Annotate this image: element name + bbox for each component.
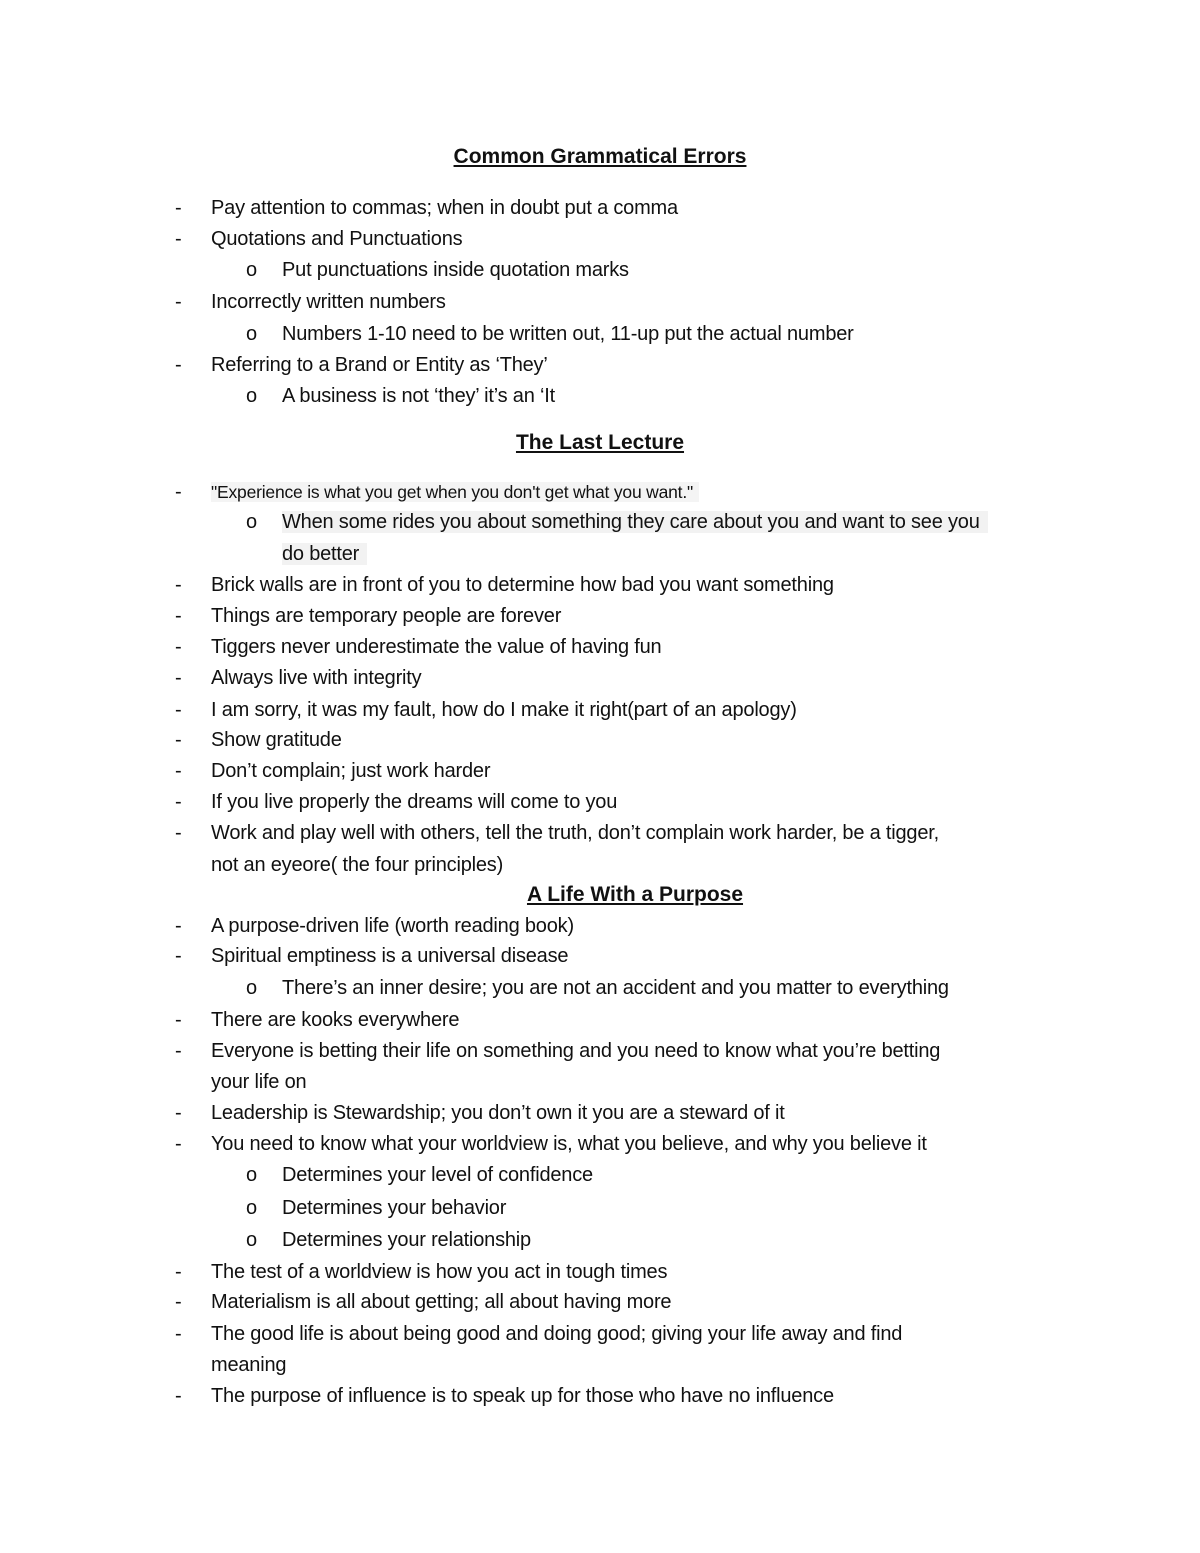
list-item-continuation: not an eyeore( the four principles)	[211, 854, 504, 876]
dash-marker: -	[175, 1261, 182, 1283]
sub-bullet-marker: o	[246, 977, 258, 999]
list-item-continuation: meaning	[211, 1354, 287, 1376]
sub-list-item	[282, 509, 988, 535]
sub-bullet-marker: o	[246, 259, 258, 281]
dash-marker: -	[175, 354, 182, 376]
list-item: Don’t complain; just work harder	[211, 760, 491, 782]
sub-list-item: Determines your relationship	[282, 1229, 531, 1251]
list-item: Tiggers never underestimate the value of having fun	[211, 636, 662, 658]
list-item: Always live with integrity	[211, 667, 422, 689]
list-item: If you live properly the dreams will come to you	[211, 791, 618, 813]
dash-marker: -	[175, 1009, 182, 1031]
list-item: Things are temporary people are forever	[211, 605, 562, 627]
dash-marker: -	[175, 1102, 182, 1124]
dash-marker: -	[175, 729, 182, 751]
list-item: Leadership is Stewardship; you don’t own it you are a steward of it	[211, 1102, 785, 1124]
list-item: The purpose of influence is to speak up for those who have no influence	[211, 1385, 834, 1407]
sub-list-item-text: When some rides you about something they care about you and want to see you	[282, 511, 988, 533]
list-item: Pay attention to commas; when in doubt put a comma	[211, 197, 678, 219]
dash-marker: -	[175, 1133, 182, 1155]
list-item: Quotations and Punctuations	[211, 228, 463, 250]
list-item: There are kooks everywhere	[211, 1009, 460, 1031]
sub-list-item: Numbers 1-10 need to be written out, 11-up put the actual number	[282, 323, 854, 345]
sub-list-item: Determines your behavior	[282, 1197, 507, 1219]
sub-bullet-marker: o	[246, 1164, 258, 1186]
sub-bullet-marker: o	[246, 323, 258, 345]
list-item: Incorrectly written numbers	[211, 291, 446, 313]
dash-marker: -	[175, 228, 182, 250]
dash-marker: -	[175, 1040, 182, 1062]
dash-marker: -	[175, 1385, 182, 1407]
dash-marker: -	[175, 574, 182, 596]
dash-marker: -	[175, 945, 182, 967]
sub-list-item: There’s an inner desire; you are not an accident and you matter to everything	[282, 977, 949, 999]
sub-list-item-text: do better	[282, 543, 367, 565]
section-title-grammatical-errors: Common Grammatical Errors	[453, 145, 747, 168]
list-item: Show gratitude	[211, 729, 342, 751]
list-item: The test of a worldview is how you act in tough times	[211, 1261, 668, 1283]
section-title-life-with-purpose: A Life With a Purpose	[526, 883, 744, 906]
dash-marker: -	[175, 481, 182, 503]
dash-marker: -	[175, 915, 182, 937]
sub-list-item: Determines your level of confidence	[282, 1164, 593, 1186]
quote-text: "Experience is what you get when you don't get what you want."	[211, 482, 699, 502]
list-item: Referring to a Brand or Entity as ‘They’	[211, 354, 548, 376]
dash-marker: -	[175, 605, 182, 627]
sub-bullet-marker: o	[246, 511, 258, 533]
section-title-last-lecture: The Last Lecture	[515, 431, 685, 454]
list-item: A purpose-driven life (worth reading book)	[211, 915, 574, 937]
sub-bullet-marker: o	[246, 385, 258, 407]
list-item: You need to know what your worldview is, what you believe, and why you believe it	[211, 1133, 927, 1155]
list-item: Everyone is betting their life on something and you need to know what you’re betting	[211, 1040, 941, 1062]
dash-marker: -	[175, 822, 182, 844]
list-item: Spiritual emptiness is a universal disease	[211, 945, 569, 967]
dash-marker: -	[175, 291, 182, 313]
list-item: Brick walls are in front of you to determine how bad you want something	[211, 574, 834, 596]
dash-marker: -	[175, 1323, 182, 1345]
dash-marker: -	[175, 699, 182, 721]
list-item: Work and play well with others, tell the truth, don’t complain work harder, be a tigger,	[211, 822, 939, 844]
sub-bullet-marker: o	[246, 1197, 258, 1219]
dash-marker: -	[175, 760, 182, 782]
dash-marker: -	[175, 791, 182, 813]
sub-list-item: Put punctuations inside quotation marks	[282, 259, 629, 281]
sub-bullet-marker: o	[246, 1229, 258, 1251]
sub-list-item-continuation	[282, 541, 367, 567]
sub-list-item: A business is not ‘they’ it’s an ‘It	[282, 385, 555, 407]
dash-marker: -	[175, 197, 182, 219]
list-item-continuation: your life on	[211, 1071, 307, 1093]
dash-marker: -	[175, 1291, 182, 1313]
list-item: The good life is about being good and doing good; giving your life away and find	[211, 1323, 903, 1345]
list-item	[211, 479, 699, 505]
dash-marker: -	[175, 667, 182, 689]
dash-marker: -	[175, 636, 182, 658]
list-item: I am sorry, it was my fault, how do I make it right(part of an apology)	[211, 699, 797, 721]
list-item: Materialism is all about getting; all about having more	[211, 1291, 672, 1313]
